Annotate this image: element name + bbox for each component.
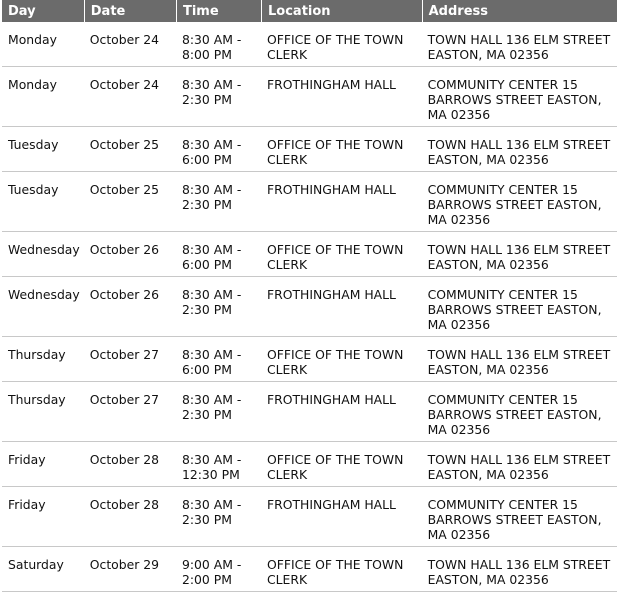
early-voting-schedule-table bbox=[2, 0, 617, 592]
cell-day: Tuesday bbox=[2, 127, 84, 172]
cell-location: FROTHINGHAM HALL bbox=[261, 67, 422, 127]
cell-location: FROTHINGHAM HALL bbox=[261, 382, 422, 442]
cell-address: COMMUNITY CENTER 15 BARROWS STREET EASTON, MA 02356 bbox=[422, 67, 617, 127]
header-location: Location bbox=[261, 0, 422, 22]
header-address: Address bbox=[422, 0, 617, 22]
cell-time: 8:30 AM - 12:30 PM bbox=[176, 442, 261, 487]
cell-date: October 28 bbox=[84, 442, 176, 487]
table-row bbox=[2, 382, 617, 442]
cell-day: Wednesday bbox=[2, 277, 84, 337]
cell-location: OFFICE OF THE TOWN CLERK bbox=[261, 442, 422, 487]
table-row bbox=[2, 232, 617, 277]
cell-location: OFFICE OF THE TOWN CLERK bbox=[261, 337, 422, 382]
cell-address: COMMUNITY CENTER 15 BARROWS STREET EASTON, MA 02356 bbox=[422, 382, 617, 442]
cell-location: OFFICE OF THE TOWN CLERK bbox=[261, 232, 422, 277]
cell-address: TOWN HALL 136 ELM STREET EASTON, MA 02356 bbox=[422, 337, 617, 382]
cell-location: OFFICE OF THE TOWN CLERK bbox=[261, 547, 422, 592]
cell-location: OFFICE OF THE TOWN CLERK bbox=[261, 22, 422, 67]
cell-address: TOWN HALL 136 ELM STREET EASTON, MA 02356 bbox=[422, 232, 617, 277]
cell-date: October 27 bbox=[84, 382, 176, 442]
cell-location: FROTHINGHAM HALL bbox=[261, 487, 422, 547]
cell-address: COMMUNITY CENTER 15 BARROWS STREET EASTON, MA 02356 bbox=[422, 172, 617, 232]
table-row bbox=[2, 22, 617, 67]
cell-date: October 25 bbox=[84, 172, 176, 232]
cell-time: 8:30 AM - 6:00 PM bbox=[176, 232, 261, 277]
cell-date: October 28 bbox=[84, 487, 176, 547]
cell-time: 9:00 AM - 2:00 PM bbox=[176, 547, 261, 592]
cell-day: Monday bbox=[2, 22, 84, 67]
table-row bbox=[2, 442, 617, 487]
cell-location: FROTHINGHAM HALL bbox=[261, 172, 422, 232]
cell-date: October 26 bbox=[84, 232, 176, 277]
cell-date: October 24 bbox=[84, 67, 176, 127]
cell-time: 8:30 AM - 2:30 PM bbox=[176, 277, 261, 337]
cell-address: TOWN HALL 136 ELM STREET EASTON, MA 02356 bbox=[422, 547, 617, 592]
cell-address: TOWN HALL 136 ELM STREET EASTON, MA 02356 bbox=[422, 442, 617, 487]
cell-address: COMMUNITY CENTER 15 BARROWS STREET EASTON, MA 02356 bbox=[422, 487, 617, 547]
cell-date: October 27 bbox=[84, 337, 176, 382]
table-row bbox=[2, 67, 617, 127]
cell-address: TOWN HALL 136 ELM STREET EASTON, MA 02356 bbox=[422, 127, 617, 172]
cell-day: Thursday bbox=[2, 337, 84, 382]
cell-day: Thursday bbox=[2, 382, 84, 442]
cell-time: 8:30 AM - 2:30 PM bbox=[176, 172, 261, 232]
cell-date: October 29 bbox=[84, 547, 176, 592]
cell-time: 8:30 AM - 8:00 PM bbox=[176, 22, 261, 67]
cell-time: 8:30 AM - 2:30 PM bbox=[176, 382, 261, 442]
header-time: Time bbox=[176, 0, 261, 22]
cell-time: 8:30 AM - 2:30 PM bbox=[176, 67, 261, 127]
table-body bbox=[2, 22, 617, 592]
cell-location: FROTHINGHAM HALL bbox=[261, 277, 422, 337]
header-date: Date bbox=[84, 0, 176, 22]
table-header bbox=[2, 0, 617, 22]
header-row bbox=[2, 0, 617, 22]
header-day: Day bbox=[2, 0, 84, 22]
cell-day: Friday bbox=[2, 442, 84, 487]
table-row bbox=[2, 337, 617, 382]
cell-day: Tuesday bbox=[2, 172, 84, 232]
cell-date: October 24 bbox=[84, 22, 176, 67]
cell-address: TOWN HALL 136 ELM STREET EASTON, MA 02356 bbox=[422, 22, 617, 67]
cell-address: COMMUNITY CENTER 15 BARROWS STREET EASTON, MA 02356 bbox=[422, 277, 617, 337]
table-row bbox=[2, 127, 617, 172]
cell-day: Saturday bbox=[2, 547, 84, 592]
cell-day: Friday bbox=[2, 487, 84, 547]
cell-date: October 26 bbox=[84, 277, 176, 337]
table-row bbox=[2, 172, 617, 232]
cell-time: 8:30 AM - 6:00 PM bbox=[176, 127, 261, 172]
table-row bbox=[2, 277, 617, 337]
cell-date: October 25 bbox=[84, 127, 176, 172]
cell-day: Wednesday bbox=[2, 232, 84, 277]
cell-day: Monday bbox=[2, 67, 84, 127]
cell-location: OFFICE OF THE TOWN CLERK bbox=[261, 127, 422, 172]
cell-time: 8:30 AM - 2:30 PM bbox=[176, 487, 261, 547]
cell-time: 8:30 AM - 6:00 PM bbox=[176, 337, 261, 382]
table-row bbox=[2, 487, 617, 547]
